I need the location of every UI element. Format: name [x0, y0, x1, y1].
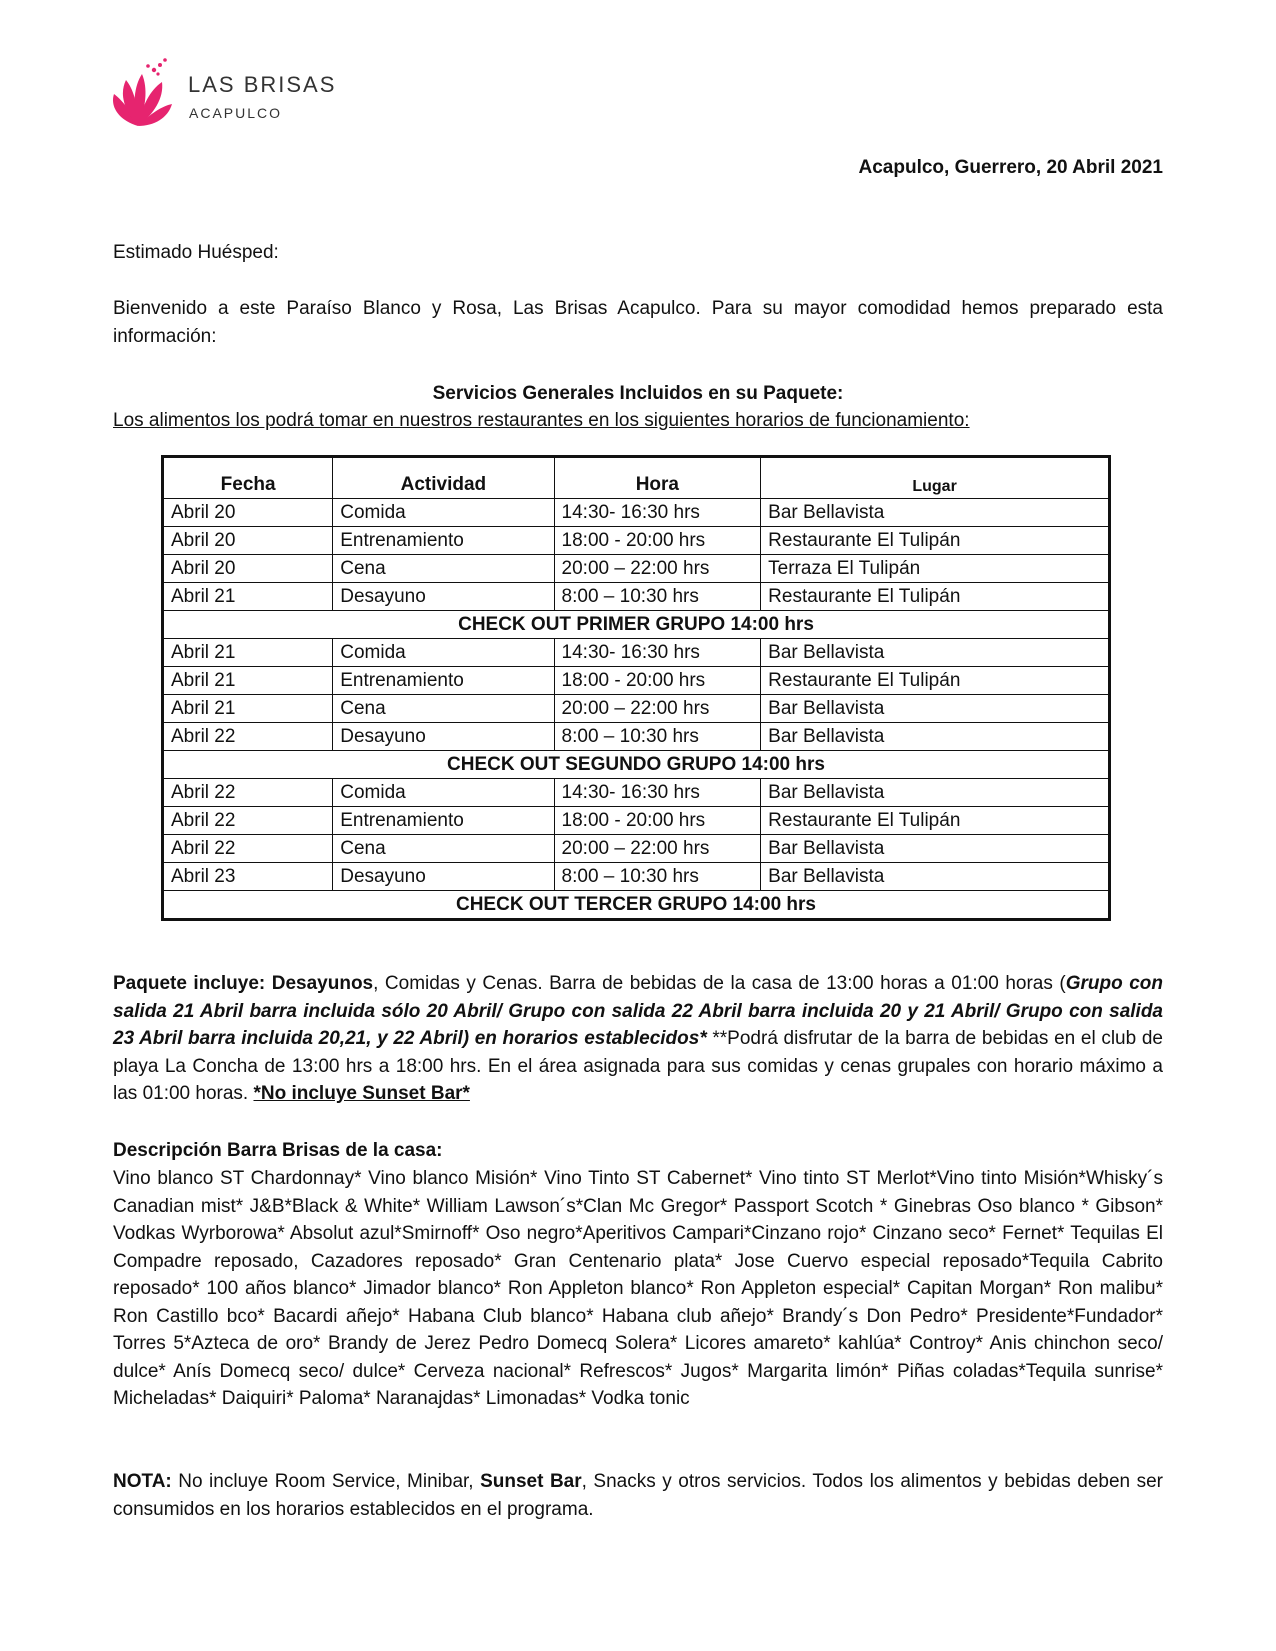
cell-hora: 20:00 – 22:00 hrs — [554, 555, 761, 583]
cell-fecha: Abril 22 — [163, 807, 333, 835]
table-row — [163, 807, 1110, 835]
table-row — [163, 583, 1110, 611]
column-header-hora: Hora — [554, 457, 761, 499]
cell-hora: 20:00 – 22:00 hrs — [554, 695, 761, 723]
table-row — [163, 555, 1110, 583]
column-header-fecha: Fecha — [163, 457, 333, 499]
cell-fecha: Abril 21 — [163, 667, 333, 695]
brand-logo — [108, 52, 348, 132]
cell-fecha: Abril 22 — [163, 779, 333, 807]
cell-lugar: Restaurante El Tulipán — [761, 583, 1110, 611]
section-subtitle: Los alimentos los podrá tomar en nuestros restaurantes en los siguientes horarios de funcionamiento: — [113, 410, 970, 431]
nota-label: NOTA: — [113, 1471, 172, 1492]
cell-hora: 18:00 - 20:00 hrs — [554, 807, 761, 835]
greeting: Estimado Huésped: — [113, 242, 279, 263]
checkout-banner-segundo-grupo: CHECK OUT SEGUNDO GRUPO 14:00 hrs — [163, 751, 1110, 779]
cell-fecha: Abril 21 — [163, 695, 333, 723]
cell-fecha: Abril 22 — [163, 723, 333, 751]
cell-hora: 18:00 - 20:00 hrs — [554, 527, 761, 555]
column-header-actividad: Actividad — [333, 457, 554, 499]
cell-fecha: Abril 21 — [163, 583, 333, 611]
drinks-list: Vino blanco ST Chardonnay* Vino blanco Misión* Vino Tinto ST Cabernet* Vino tinto ST Merlot*Vino tinto Misión*Whisky´s Canadian mist* J&B*Black & White* William Lawson´s*Clan Mc Gregor* Passport Scotch * Ginebras Oso blanco * Gibson* Vodkas Wyrborowa* Absolut azul*Smirnoff* Oso negro*Aperitivos Campari*Cinzano rojo* Cinzano seco* Fernet* Tequilas El Compadre reposado, Cazadores reposado* Gran Centenario plata* Jose Cuervo especial reposado*Tequila Cabrito reposado* 100 años blanco* Jimador blanco* Ron Appleton blanco* Ron Appleton especial* Capitan Morgan* Ron malibu* Ron Castillo bco* Bacardi añejo* Habana Club blanco* Habana club añejo* Brandy´s Don Pedro* Presidente*Fundador* Torres 5*Azteca de oro* Brandy de Jerez Pedro Domecq Solera* Licores amareto* kahlúa* Controy* Anis chinchon seco/ dulce* Anís Domecq seco/ dulce* Cerveza nacional* Refrescos* Jugos* Margarita limón* Piñas coladas*Tequila sunrise* Micheladas* Daiquiri* Paloma* Naranajdas* Limonadas* Vodka tonic — [113, 1168, 1163, 1409]
cell-lugar: Bar Bellavista — [761, 863, 1110, 891]
cell-actividad: Cena — [333, 695, 554, 723]
cell-actividad: Comida — [333, 639, 554, 667]
cell-actividad: Desayuno — [333, 583, 554, 611]
checkout-banner-tercer-grupo: CHECK OUT TERCER GRUPO 14:00 hrs — [163, 891, 1110, 920]
cell-hora: 8:00 – 10:30 hrs — [554, 863, 761, 891]
checkout-banner-row — [163, 611, 1110, 639]
package-text-1: , Comidas y Cenas. Barra de bebidas de la casa de 13:00 horas a 01:00 horas ( — [373, 973, 1066, 994]
drinks-title: Descripción Barra Brisas de la casa: — [113, 1140, 443, 1161]
table-row — [163, 863, 1110, 891]
checkout-banner-row — [163, 891, 1110, 920]
cell-actividad: Cena — [333, 835, 554, 863]
cell-lugar: Bar Bellavista — [761, 723, 1110, 751]
table-header-row — [163, 457, 1110, 499]
cell-lugar: Bar Bellavista — [761, 499, 1110, 527]
table-row — [163, 639, 1110, 667]
cell-hora: 20:00 – 22:00 hrs — [554, 835, 761, 863]
section-title: Servicios Generales Incluidos en su Paquete: — [432, 383, 844, 404]
table-row — [163, 723, 1110, 751]
table-row — [163, 667, 1110, 695]
column-header-lugar: Lugar — [761, 457, 1110, 499]
nota-text-1: No incluye Room Service, Minibar, — [171, 1471, 481, 1492]
checkout-banner-row — [163, 751, 1110, 779]
checkout-banner-primer-grupo: CHECK OUT PRIMER GRUPO 14:00 hrs — [163, 611, 1110, 639]
cell-fecha: Abril 20 — [163, 527, 333, 555]
nota-sunset-bar: Sunset Bar — [480, 1471, 582, 1492]
package-group-bar-note: Grupo con salida 21 Abril barra incluida sólo 20 Abril/ Grupo con salida 22 Abril barra incluida 20 y 21 Abril/ Grupo con salida 23 Abril barra incluida 20,21, y 22 Abril) en horarios establecidos* — [113, 973, 1163, 1049]
intro-paragraph: Bienvenido a este Paraíso Blanco y Rosa, Las Brisas Acapulco. Para su mayor comodidad hemos preparado esta información: — [113, 298, 1163, 347]
cell-hora: 8:00 – 10:30 hrs — [554, 723, 761, 751]
cell-actividad: Entrenamiento — [333, 527, 554, 555]
cell-actividad: Comida — [333, 499, 554, 527]
cell-lugar: Bar Bellavista — [761, 779, 1110, 807]
brand-name: LAS BRISAS — [188, 72, 337, 97]
cell-lugar: Bar Bellavista — [761, 835, 1110, 863]
cell-actividad: Cena — [333, 555, 554, 583]
no-sunset-bar-note: *No incluye Sunset Bar* — [253, 1083, 470, 1104]
cell-hora: 14:30- 16:30 hrs — [554, 639, 761, 667]
cell-actividad: Desayuno — [333, 863, 554, 891]
cell-actividad: Entrenamiento — [333, 807, 554, 835]
cell-lugar: Restaurante El Tulipán — [761, 527, 1110, 555]
schedule-table — [161, 455, 1111, 921]
cell-fecha: Abril 20 — [163, 555, 333, 583]
package-label: Paquete incluye: Desayunos — [113, 973, 374, 994]
cell-lugar: Restaurante El Tulipán — [761, 807, 1110, 835]
cell-actividad: Comida — [333, 779, 554, 807]
cell-fecha: Abril 20 — [163, 499, 333, 527]
table-row — [163, 695, 1110, 723]
cell-fecha: Abril 21 — [163, 639, 333, 667]
cell-fecha: Abril 22 — [163, 835, 333, 863]
cell-hora: 14:30- 16:30 hrs — [554, 779, 761, 807]
cell-lugar: Restaurante El Tulipán — [761, 667, 1110, 695]
cell-lugar: Bar Bellavista — [761, 695, 1110, 723]
cell-actividad: Entrenamiento — [333, 667, 554, 695]
cell-hora: 8:00 – 10:30 hrs — [554, 583, 761, 611]
package-paragraph — [113, 970, 1163, 1108]
pink-flower-icon — [108, 56, 176, 130]
table-row — [163, 527, 1110, 555]
nota-paragraph — [113, 1468, 1163, 1523]
table-row — [163, 835, 1110, 863]
cell-actividad: Desayuno — [333, 723, 554, 751]
cell-lugar: Terraza El Tulipán — [761, 555, 1110, 583]
cell-fecha: Abril 23 — [163, 863, 333, 891]
table-row — [163, 499, 1110, 527]
package-text-2: **Podrá disfrutar de la barra de bebidas en el club de playa La Concha de 13:00 hrs a 18:00 hrs. En el área asignada para sus comidas y cenas grupales con horario máximo a las 01:00 horas. — [113, 1028, 1163, 1104]
brand-subtitle: ACAPULCO — [189, 105, 283, 121]
table-row — [163, 779, 1110, 807]
nota-text-2: , Snacks y otros servicios. Todos los alimentos y bebidas deben ser consumidos en los horarios establecidos en el programa. — [113, 1471, 1164, 1520]
date-line: Acapulco, Guerrero, 20 Abril 2021 — [858, 157, 1163, 178]
cell-hora: 14:30- 16:30 hrs — [554, 499, 761, 527]
cell-hora: 18:00 - 20:00 hrs — [554, 667, 761, 695]
cell-lugar: Bar Bellavista — [761, 639, 1110, 667]
